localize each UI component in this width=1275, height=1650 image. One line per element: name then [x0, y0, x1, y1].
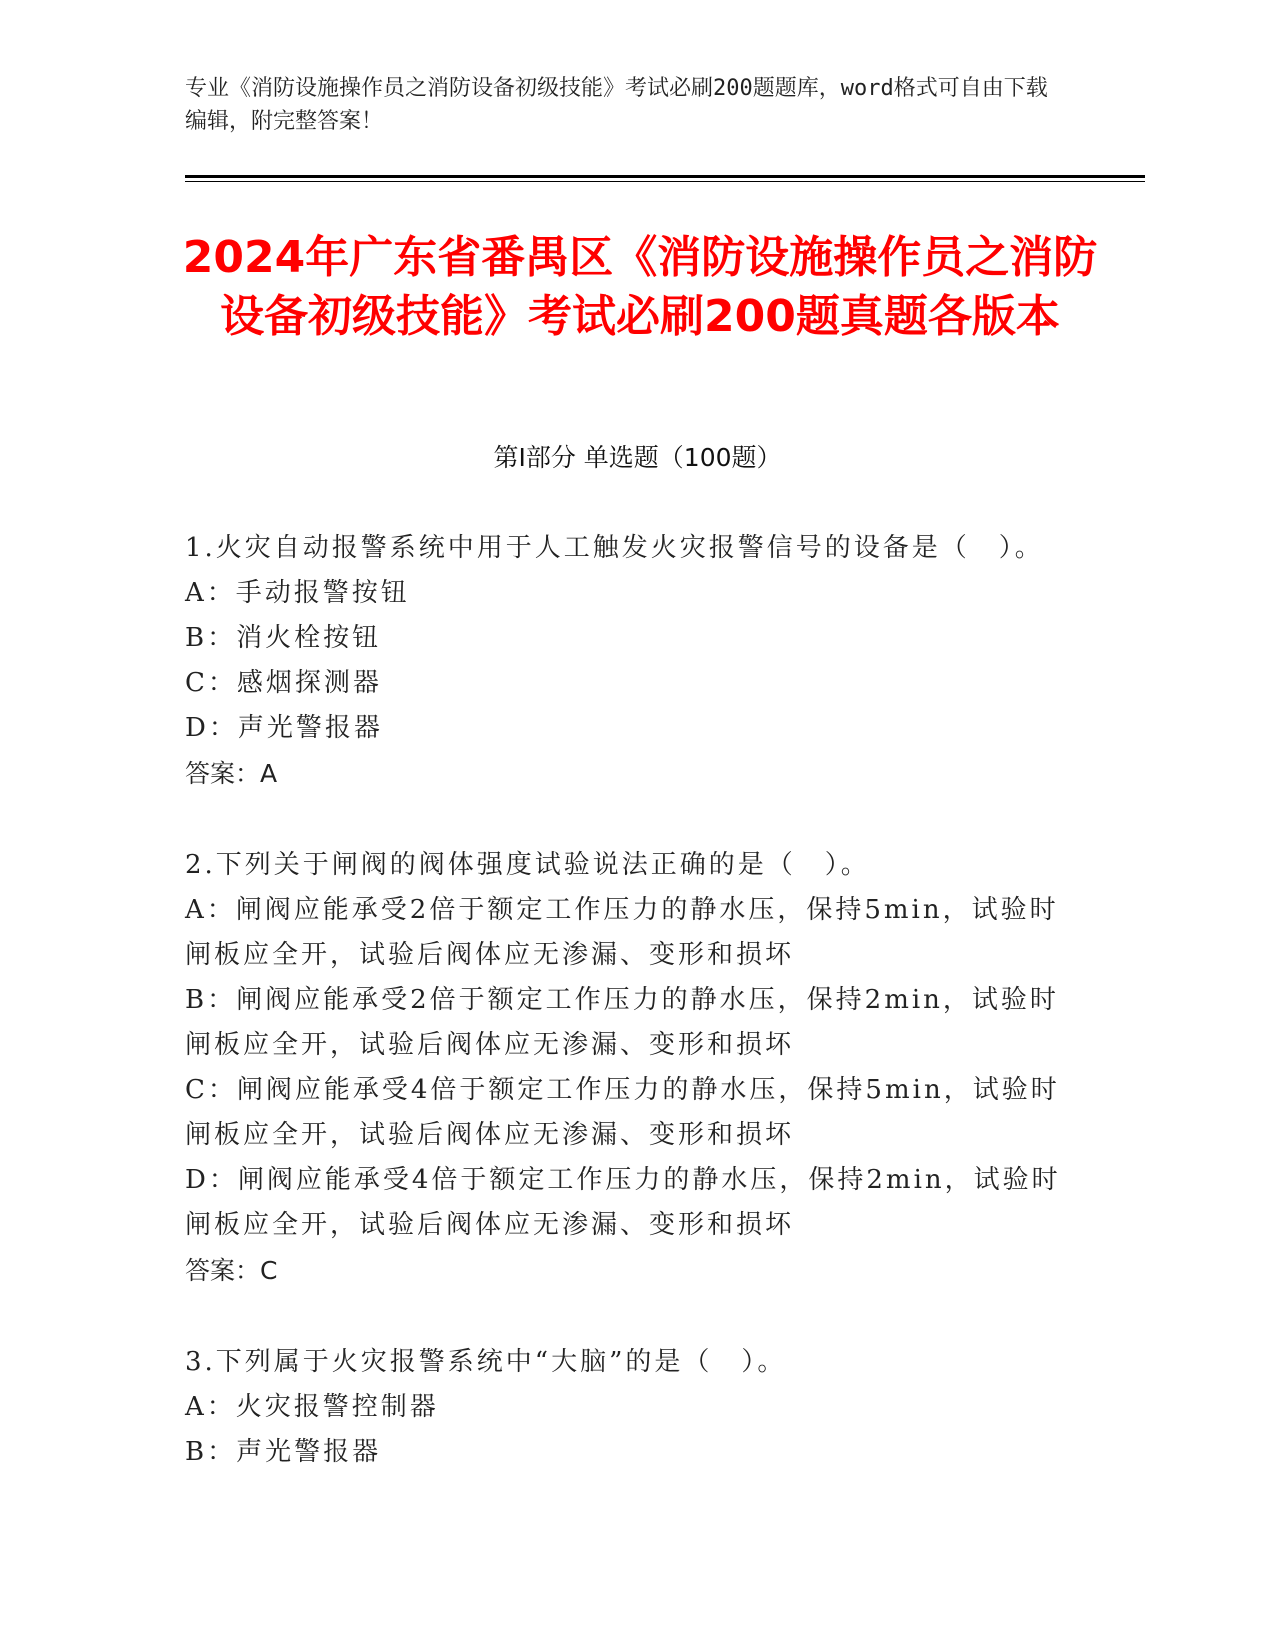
option-a: A：手动报警按钮	[185, 578, 410, 608]
question-stem: 3.下列属于火灾报警系统中“大脑”的是（ ）。	[185, 1347, 787, 1377]
question-2	[185, 843, 1085, 1293]
header-divider-thin	[185, 181, 1145, 182]
option-a: A：闸阀应能承受2倍于额定工作压力的静水压，保持5min，试验时闸板应全开，试验后阀体应无渗漏、变形和损坏	[185, 895, 1059, 970]
option-c: C：感烟探测器	[185, 668, 382, 698]
header-note: 专业《消防设施操作员之消防设备初级技能》考试必刷200题题库，word格式可自由下载编辑，附完整答案！	[185, 76, 1048, 134]
header-divider-thick	[185, 175, 1145, 178]
question-3	[185, 1340, 1085, 1475]
section-heading: 第I部分 单选题（100题）	[493, 443, 782, 472]
document-title: 2024年广东省番禺区《消防设施操作员之消防设备初级技能》考试必刷200题真题各版本	[182, 232, 1098, 342]
option-a: A：火灾报警控制器	[185, 1392, 439, 1422]
option-d: D：闸阀应能承受4倍于额定工作压力的静水压，保持2min，试验时闸板应全开，试验后阀体应无渗漏、变形和损坏	[185, 1165, 1061, 1240]
option-b: B：闸阀应能承受2倍于额定工作压力的静水压，保持2min，试验时闸板应全开，试验后阀体应无渗漏、变形和损坏	[185, 985, 1059, 1060]
option-c: C：闸阀应能承受4倍于额定工作压力的静水压，保持5min，试验时闸板应全开，试验后阀体应无渗漏、变形和损坏	[185, 1075, 1060, 1150]
question-list	[185, 526, 1085, 1522]
answer: 答案：C	[185, 1256, 278, 1285]
option-b: B：消火栓按钮	[185, 623, 382, 653]
option-b: B：声光警报器	[185, 1437, 382, 1467]
question-stem: 2.下列关于闸阀的阀体强度试验说法正确的是（ ）。	[185, 850, 870, 880]
option-d: D：声光警报器	[185, 713, 383, 743]
question-1	[185, 526, 1085, 796]
question-stem: 1.火灾自动报警系统中用于人工触发火灾报警信号的设备是（ ）。	[185, 533, 1044, 563]
answer: 答案：A	[185, 759, 278, 788]
